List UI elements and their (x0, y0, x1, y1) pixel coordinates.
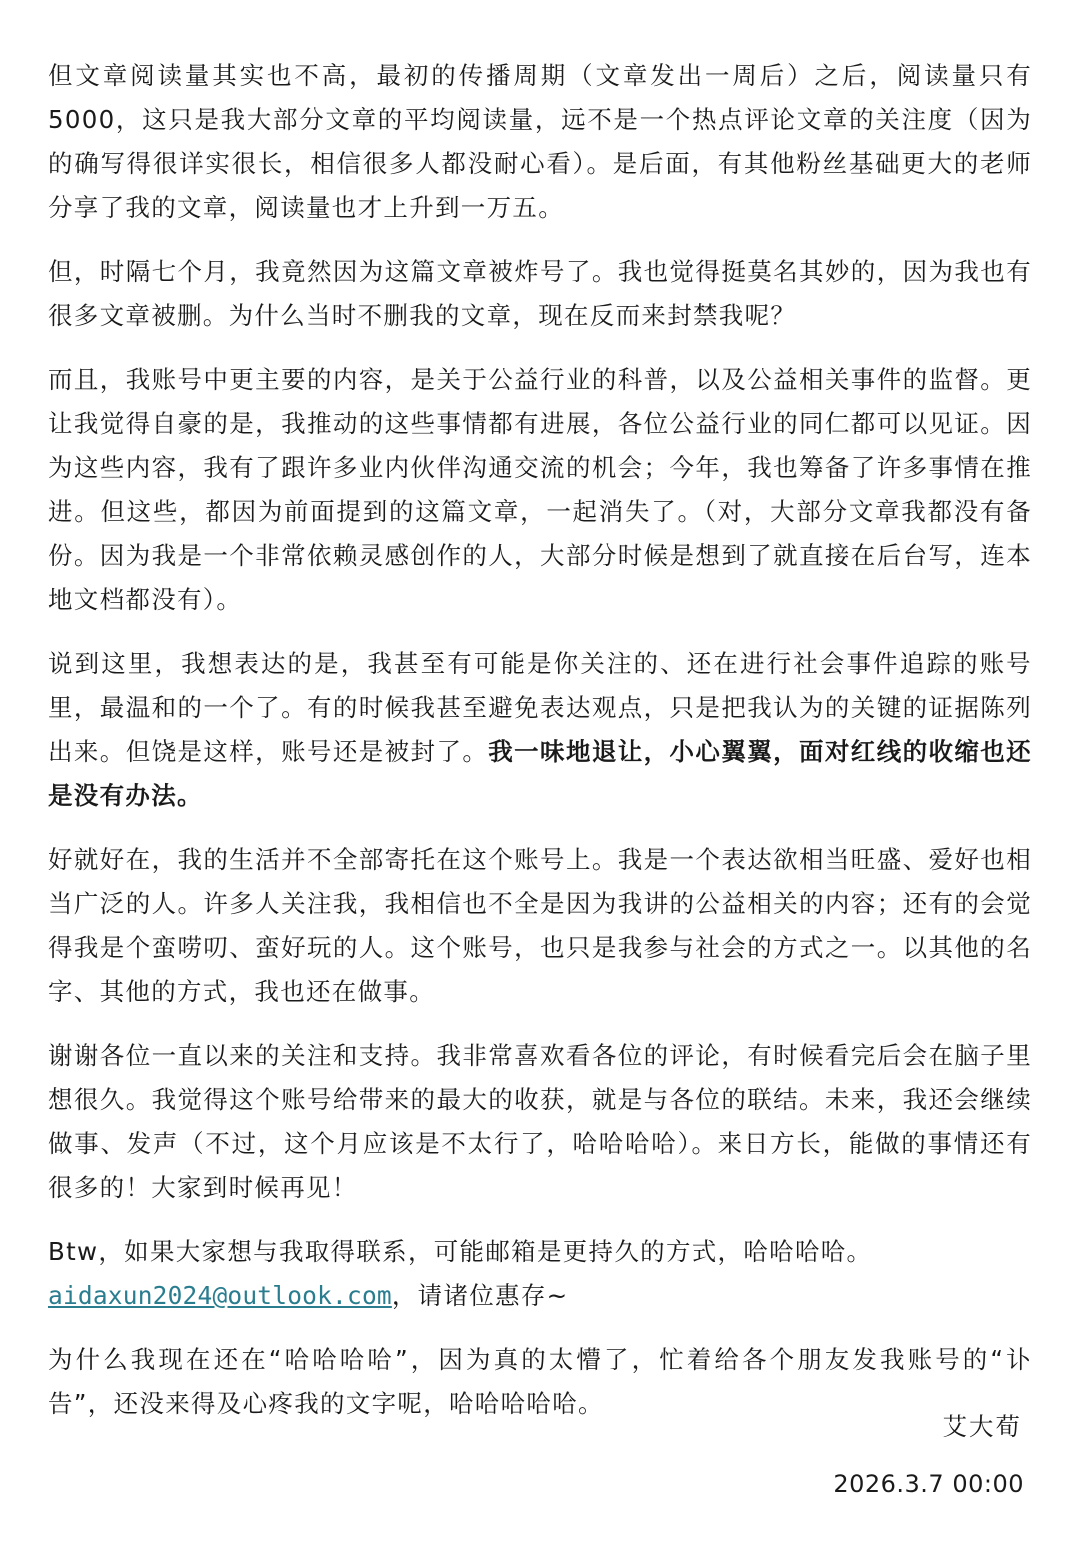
paragraph-1: 但文章阅读量其实也不高，最初的传播周期（文章发出一周后）之后，阅读量只有5000，这只是我大部分文章的平均阅读量，远不是一个热点评论文章的关注度（因为的确写得很详实很长，相信很多人都没耐心看）。是后面，有其他粉丝基础更大的老师分享了我的文章，阅读量也才上升到一万五。 (48, 61, 1032, 222)
paragraph-4-text: 说到这里，我想表达的是，我甚至有可能是你关注的、还在进行社会事件追踪的账号里，最温和的一个了。有的时候我甚至避免表达观点，只是把我认为的关键的证据陈列出来。但饶是这样，账号还是被封了。 (48, 649, 1032, 766)
paragraph-8: 为什么我现在还在“哈哈哈哈”，因为真的太懵了，忙着给各个朋友发我账号的“讣告”，还没来得及心疼我的文字呢，哈哈哈哈哈。 (48, 1345, 1032, 1418)
author-signature: 艾大荀 (942, 1412, 1022, 1441)
paragraph-2: 但，时隔七个月，我竟然因为这篇文章被炸号了。我也觉得挺莫名其妙的，因为我也有很多文章被删。为什么当时不删我的文章，现在反而来封禁我呢？ (48, 257, 1032, 330)
paragraph-7 (48, 1230, 1032, 1318)
paragraph-7-suffix: ，请诸位惠存~ (391, 1281, 569, 1310)
paragraph-6: 谢谢各位一直以来的关注和支持。我非常喜欢看各位的评论，有时候看完后会在脑子里想很久。我觉得这个账号给带来的最大的收获，就是与各位的联结。未来，我还会继续做事、发声（不过，这个月应该是不太行了，哈哈哈哈）。来日方长，能做的事情还有很多的！大家到时候再见！ (48, 1041, 1032, 1202)
email-link[interactable]: aidaxun2024@outlook.com (48, 1281, 392, 1310)
letter-body (48, 48, 1032, 1426)
paragraph-7-text: Btw，如果大家想与我取得联系，可能邮箱是更持久的方式，哈哈哈哈。 (48, 1237, 873, 1266)
paragraph-5: 好就好在，我的生活并不全部寄托在这个账号上。我是一个表达欲相当旺盛、爱好也相当广泛的人。许多人关注我，我相信也不全是因为我讲的公益相关的内容；还有的会觉得我是个蛮唠叨、蛮好玩的人。这个账号，也只是我参与社会的方式之一。以其他的名字、其他的方式，我也还在做事。 (48, 845, 1032, 1006)
paragraph-4 (48, 642, 1032, 818)
paragraph-3: 而且，我账号中更主要的内容，是关于公益行业的科普，以及公益相关事件的监督。更让我觉得自豪的是，我推动的这些事情都有进展，各位公益行业的同仁都可以见证。因为这些内容，我有了跟许多业内伙伴沟通交流的机会；今年，我也筹备了许多事情在推进。但这些，都因为前面提到的这篇文章，一起消失了。（对，大部分文章我都没有备份。因为我是一个非常依赖灵感创作的人，大部分时候是想到了就直接在后台写，连本地文档都没有）。 (48, 365, 1032, 614)
paragraph-4-bold-text: 我一味地退让，小心翼翼，面对红线的收缩也还是没有办法。 (48, 737, 1032, 810)
signature-datetime: 2026.3.7 00:00 (833, 1470, 1024, 1498)
